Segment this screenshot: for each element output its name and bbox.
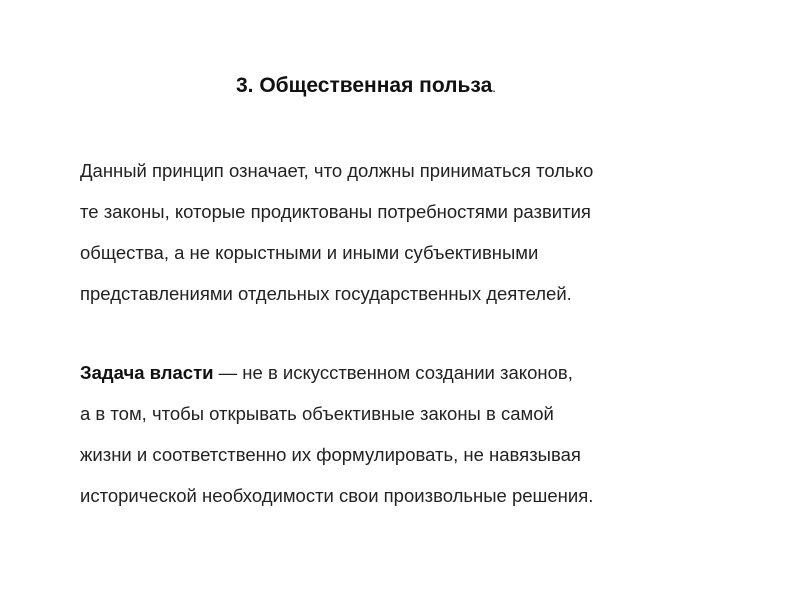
paragraph-power-task — [80, 352, 593, 516]
slide-title-period: . — [492, 80, 496, 95]
paragraph-line: общества, а не корыстными и иными субъективными — [80, 242, 539, 263]
paragraph-line: Данный принцип означает, что должны приниматься только — [80, 160, 594, 181]
slide-title-text: 3. Общественная польза — [236, 74, 493, 97]
paragraph-principle — [80, 150, 593, 314]
power-task-rest: — не в искусственном создании законов, — [213, 362, 573, 383]
power-task-lead: Задача власти — [80, 362, 214, 383]
slide-title — [236, 74, 496, 98]
paragraph-line: исторической необходимости свои произвольные решения. — [80, 485, 594, 506]
paragraph-line — [80, 352, 593, 393]
paragraph-line: а в том, чтобы открывать объективные законы в самой — [80, 403, 554, 424]
paragraph-line: те законы, которые продиктованы потребностями развития — [80, 201, 591, 222]
paragraph-line: представлениями отдельных государственных деятелей. — [80, 283, 572, 304]
paragraph-line: жизни и соответственно их формулировать, не навязывая — [80, 444, 581, 465]
